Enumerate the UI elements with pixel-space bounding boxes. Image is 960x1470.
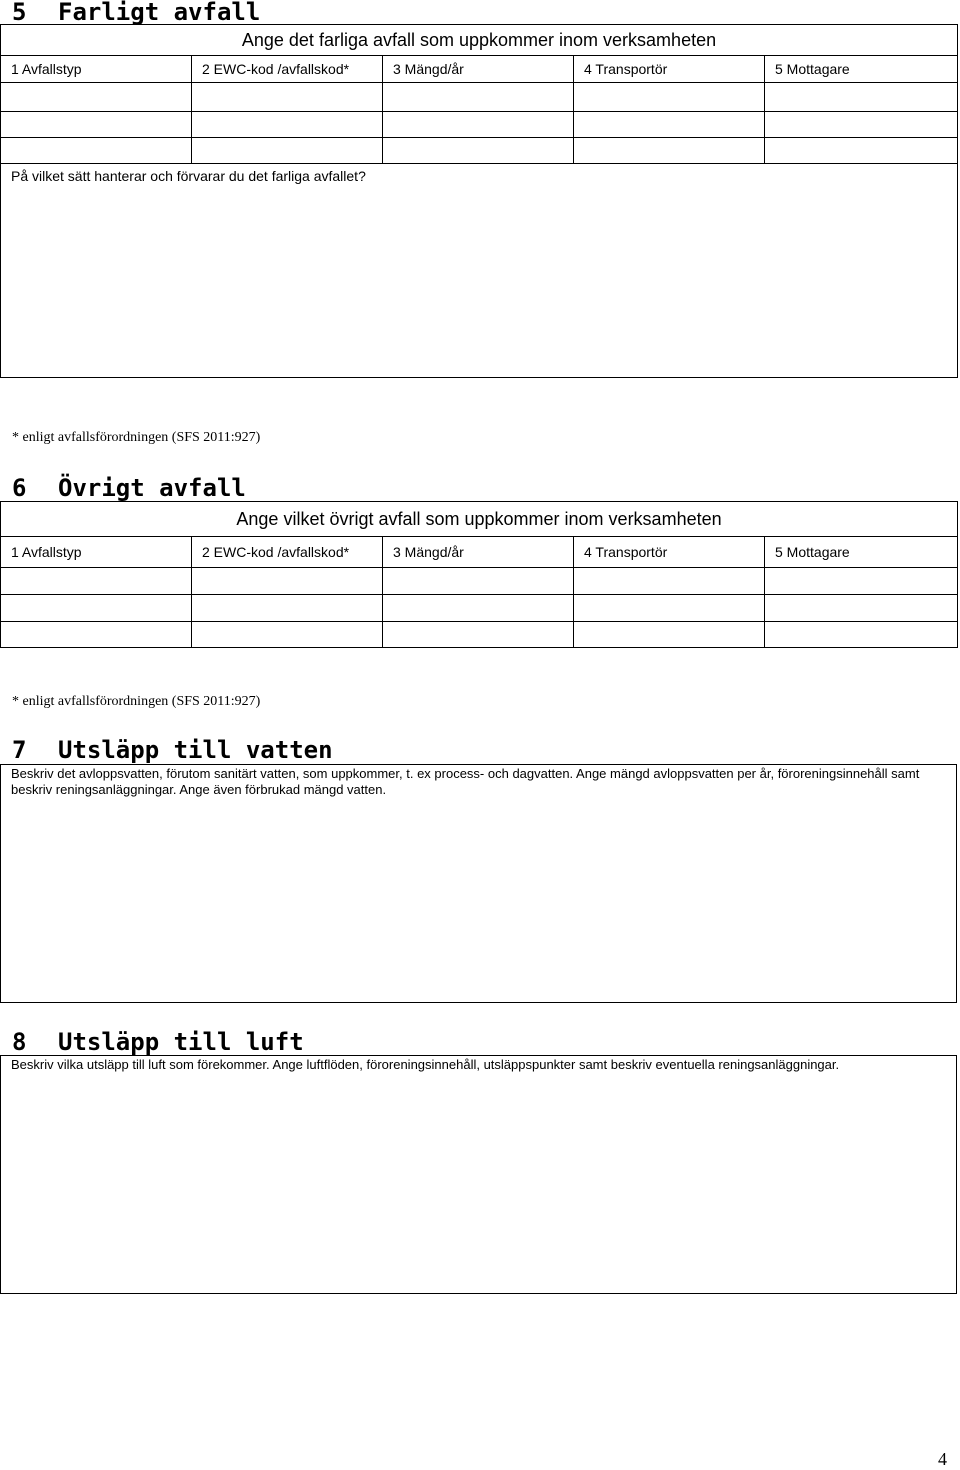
table-cell-input[interactable] [574, 112, 765, 138]
section-5-title: Farligt avfall [58, 0, 261, 26]
table-row [1, 568, 958, 595]
table-cell-input[interactable] [765, 595, 958, 622]
column-header: 4 Transportör [574, 56, 765, 83]
table-header-row [1, 537, 958, 568]
column-header: 2 EWC-kod /avfallskod* [192, 56, 383, 83]
hazardous-waste-table-title: Ange det farliga avfall som uppkommer inom verksamheten [1, 25, 958, 56]
column-header: 5 Mottagare [765, 56, 958, 83]
table-cell-input[interactable] [192, 622, 383, 648]
table-cell-input[interactable] [765, 112, 958, 138]
section-7-heading [12, 737, 333, 763]
table-cell-input[interactable] [574, 83, 765, 112]
section-5-number: 5 [12, 0, 27, 26]
table-cell-input[interactable] [574, 568, 765, 595]
table-cell-input[interactable] [574, 138, 765, 164]
column-header: 4 Transportör [574, 537, 765, 568]
other-waste-table [0, 501, 958, 648]
hazardous-waste-handling-question: På vilket sätt hanterar och förvarar du det farliga avfallet? [11, 168, 366, 184]
table-row [1, 138, 958, 164]
table-cell-input[interactable] [192, 595, 383, 622]
section-7-title: Utsläpp till vatten [58, 736, 333, 764]
section-6-number: 6 [12, 474, 27, 502]
table-cell-input[interactable] [765, 622, 958, 648]
table-cell-input[interactable] [192, 112, 383, 138]
section-8-heading [12, 1029, 304, 1055]
table-cell-input[interactable] [383, 112, 574, 138]
page-number: 4 [938, 1449, 947, 1469]
water-discharge-description: Beskriv det avloppsvatten, förutom sanitärt vatten, som uppkommer, t. ex process- och dagvatten. Ange mängd avloppsvatten per år, föroreningsinnehåll samt beskriv reningsanläggningar. Ange även förbrukad mängd vatten. [11, 766, 920, 797]
table-cell-input[interactable] [383, 138, 574, 164]
air-emission-field[interactable] [0, 1055, 957, 1294]
table-cell-input[interactable] [383, 568, 574, 595]
table-cell-input[interactable] [765, 138, 958, 164]
section-7-number: 7 [12, 736, 27, 764]
table-cell-input[interactable] [383, 595, 574, 622]
section-6-title: Övrigt avfall [58, 474, 246, 502]
column-header: 1 Avfallstyp [1, 537, 192, 568]
table-row [1, 112, 958, 138]
table-cell-input[interactable] [574, 595, 765, 622]
table-cell-input[interactable] [765, 83, 958, 112]
section-8-number: 8 [12, 1028, 27, 1056]
table-cell-input[interactable] [383, 622, 574, 648]
column-header: 5 Mottagare [765, 537, 958, 568]
column-header: 3 Mängd/år [383, 56, 574, 83]
hazardous-waste-table [0, 24, 958, 378]
column-header: 1 Avfallstyp [1, 56, 192, 83]
column-header: 3 Mängd/år [383, 537, 574, 568]
table-cell-input[interactable] [574, 622, 765, 648]
table-header-row [1, 56, 958, 83]
table-cell-input[interactable] [1, 138, 192, 164]
water-discharge-field[interactable] [0, 764, 957, 1003]
section-8-title: Utsläpp till luft [58, 1028, 304, 1056]
footnote: * enligt avfallsförordningen (SFS 2011:927) [12, 694, 261, 709]
table-cell-input[interactable] [1, 622, 192, 648]
table-cell-input[interactable] [192, 138, 383, 164]
column-header: 2 EWC-kod /avfallskod* [192, 537, 383, 568]
section-6-heading [12, 475, 246, 501]
table-cell-input[interactable] [383, 83, 574, 112]
air-emission-description: Beskriv vilka utsläpp till luft som förekommer. Ange luftflöden, föroreningsinnehåll, utsläppspunkter samt beskriv eventuella reningsanläggningar. [11, 1057, 840, 1072]
table-cell-input[interactable] [1, 112, 192, 138]
table-cell-input[interactable] [1, 568, 192, 595]
table-row [1, 595, 958, 622]
table-cell-input[interactable] [192, 568, 383, 595]
table-row [1, 83, 958, 112]
table-cell-input[interactable] [1, 595, 192, 622]
footnote: * enligt avfallsförordningen (SFS 2011:927) [12, 430, 261, 445]
table-cell-input[interactable] [192, 83, 383, 112]
section-5-heading [12, 0, 260, 25]
table-row [1, 622, 958, 648]
other-waste-table-title: Ange vilket övrigt avfall som uppkommer inom verksamheten [1, 502, 958, 537]
table-cell-input[interactable] [1, 83, 192, 112]
hazardous-waste-handling-field[interactable] [1, 164, 958, 378]
table-cell-input[interactable] [765, 568, 958, 595]
